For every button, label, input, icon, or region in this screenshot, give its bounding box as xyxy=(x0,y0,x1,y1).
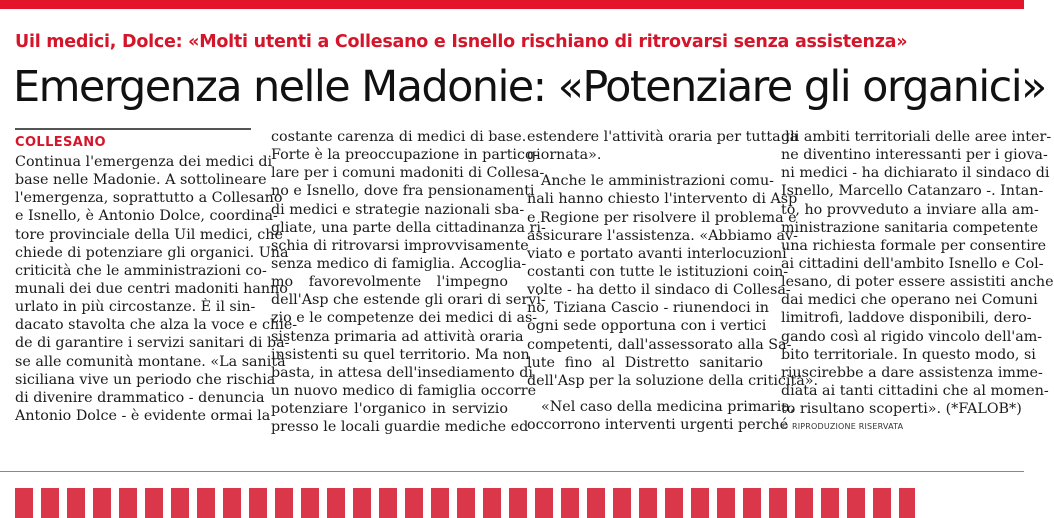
section-divider xyxy=(0,471,1024,472)
text-line: insistenti su quel territorio. Ma non xyxy=(271,346,530,363)
text-line: ne diventino interessanti per i giova- xyxy=(781,147,1048,164)
text-line: di divenire drammatico - denuncia xyxy=(15,389,265,406)
text-line: nali hanno chiesto l'intervento di Asp xyxy=(527,191,798,208)
article-kicker: Uil medici, Dolce: «Molti utenti a Collesano e Isnello rischiano di ritrovarsi senza assistenza» xyxy=(15,32,908,52)
text-line: competenti, dall'assessorato alla Sa- xyxy=(527,336,792,353)
text-line: estendere l'attività oraria per tutta la xyxy=(527,129,799,145)
text-line: e Regione per risolvere il problema e xyxy=(527,209,797,226)
text-line: munali dei due centri madoniti hanno xyxy=(15,280,288,297)
article-column-3 xyxy=(527,128,819,434)
text-line: criticità che le amministrazioni co- xyxy=(15,262,267,279)
text-line: presso le locali guardie mediche ed xyxy=(271,419,529,436)
text-line: no e Isnello, dove fra pensionamenti xyxy=(271,183,535,200)
text-line: Antonio Dolce - è evidente ormai la xyxy=(15,407,271,424)
text-line: zio e le competenze dei medici di as- xyxy=(271,310,538,327)
column-top-rule xyxy=(15,128,251,130)
text-line: gando così al rigido vincolo dell'am- xyxy=(781,328,1043,345)
text-line: ai cittadini dell'ambito Isnello e Col- xyxy=(781,255,1044,272)
text-line: tore provinciale della Uil medici, che xyxy=(15,226,283,243)
text-line: base nelle Madonie. A sottolineare xyxy=(15,172,267,189)
text-line: diata ai tanti cittadini che al momen- xyxy=(781,382,1049,399)
text-line: occorrono interventi urgenti perché xyxy=(527,417,789,434)
text-line: dell'Asp per la soluzione della criticità». xyxy=(527,372,819,389)
text-line: gli ambiti territoriali delle aree inter- xyxy=(781,129,1052,145)
text-line: «Nel caso della medicina primaria, xyxy=(541,398,795,415)
article-column-1 xyxy=(15,128,298,425)
text-line: assicurare l'assistenza. «Abbiamo av- xyxy=(527,227,798,244)
text-line: gliate, una parte della cittadinanza ri- xyxy=(271,219,546,236)
text-line: dai medici che operano nei Comuni xyxy=(781,292,1038,309)
text-line: riuscirebbe a dare assistenza imme- xyxy=(781,364,1043,381)
text-line: de di garantire i servizi sanitari di ba- xyxy=(15,335,290,352)
text-line: lesano, di poter essere assistiti anche xyxy=(781,274,1054,291)
text-line: limitrofi, laddove disponibili, dero- xyxy=(781,310,1032,327)
text-line: dell'Asp che estende gli orari di servi- xyxy=(271,292,546,309)
text-line: ni medici - ha dichiarato il sindaco di xyxy=(781,165,1050,182)
article-headline: Emergenza nelle Madonie: «Potenziare gli organici» xyxy=(13,62,1046,112)
text-line: Isnello, Marcello Catanzaro -. Intan- xyxy=(781,183,1044,200)
text-line: no, Tiziana Cascio - riunendoci in xyxy=(527,300,769,317)
text-line: bito territoriale. In questo modo, si xyxy=(781,346,1036,363)
text-line: Forte è la preoccupazione in partico- xyxy=(271,147,539,164)
text-line: Anche le amministrazioni comu- xyxy=(541,173,775,190)
text-line: to, ho provveduto a inviare alla am- xyxy=(781,201,1039,218)
top-red-bar xyxy=(0,0,1024,9)
text-line: sistenza primaria ad attività oraria xyxy=(271,328,524,345)
text-line: ministrazione sanitaria competente xyxy=(781,219,1039,236)
text-line: chiede di potenziare gli organici. Una xyxy=(15,244,289,261)
text-line: siciliana vive un periodo che rischia xyxy=(15,371,276,388)
text-line: Continua l'emergenza dei medici di xyxy=(15,154,273,170)
text-line: lare per i comuni madoniti di Collesa- xyxy=(271,165,545,182)
text-line: lute fino al Distretto sanitario xyxy=(527,354,763,371)
article-column-2 xyxy=(271,128,546,436)
text-line: ogni sede opportuna con i vertici xyxy=(527,318,767,335)
text-line: viato e portato avanti interlocuzioni xyxy=(527,245,787,262)
text-line: basta, in attesa dell'insediamento di xyxy=(271,364,533,381)
text-line: schia di ritrovarsi improvvisamente xyxy=(271,237,529,254)
column-text xyxy=(527,128,819,434)
text-line: potenziare l'organico in servizio xyxy=(271,401,508,418)
text-line: senza medico di famiglia. Accoglia- xyxy=(271,255,527,272)
article-column-4 xyxy=(781,128,1054,432)
text-line: costanti con tutte le istituzioni coin- xyxy=(527,263,789,280)
column-text xyxy=(781,128,1054,418)
text-line: se alle comunità montane. «La sanità xyxy=(15,353,286,370)
column-text xyxy=(15,153,298,425)
copyright-notice: © RIPRODUZIONE RISERVATA xyxy=(781,422,904,432)
text-line: volte - ha detto il sindaco di Collesa- xyxy=(527,282,791,299)
text-line: costante carenza di medici di base. xyxy=(271,129,527,145)
text-line: di medici e strategie nazionali sba- xyxy=(271,201,525,218)
next-article-headline-cropped xyxy=(15,488,915,503)
text-line: una richiesta formale per consentire xyxy=(781,237,1047,254)
text-line: e Isnello, è Antonio Dolce, coordina- xyxy=(15,208,278,225)
text-line: to risultano scoperti». (*FALOB*) xyxy=(781,401,1022,418)
text-line: un nuovo medico di famiglia occorre xyxy=(271,382,537,399)
column-text xyxy=(271,128,546,436)
text-line: dacato stavolta che alza la voce e chie- xyxy=(15,317,298,334)
dateline: COLLESANO xyxy=(15,135,106,150)
text-line: l'emergenza, soprattutto a Collesano xyxy=(15,190,283,207)
text-line: mo favorevolmente l'impegno xyxy=(271,274,508,291)
text-line: giornata». xyxy=(527,147,602,164)
text-line: urlato in più circostanze. È il sin- xyxy=(15,299,256,316)
